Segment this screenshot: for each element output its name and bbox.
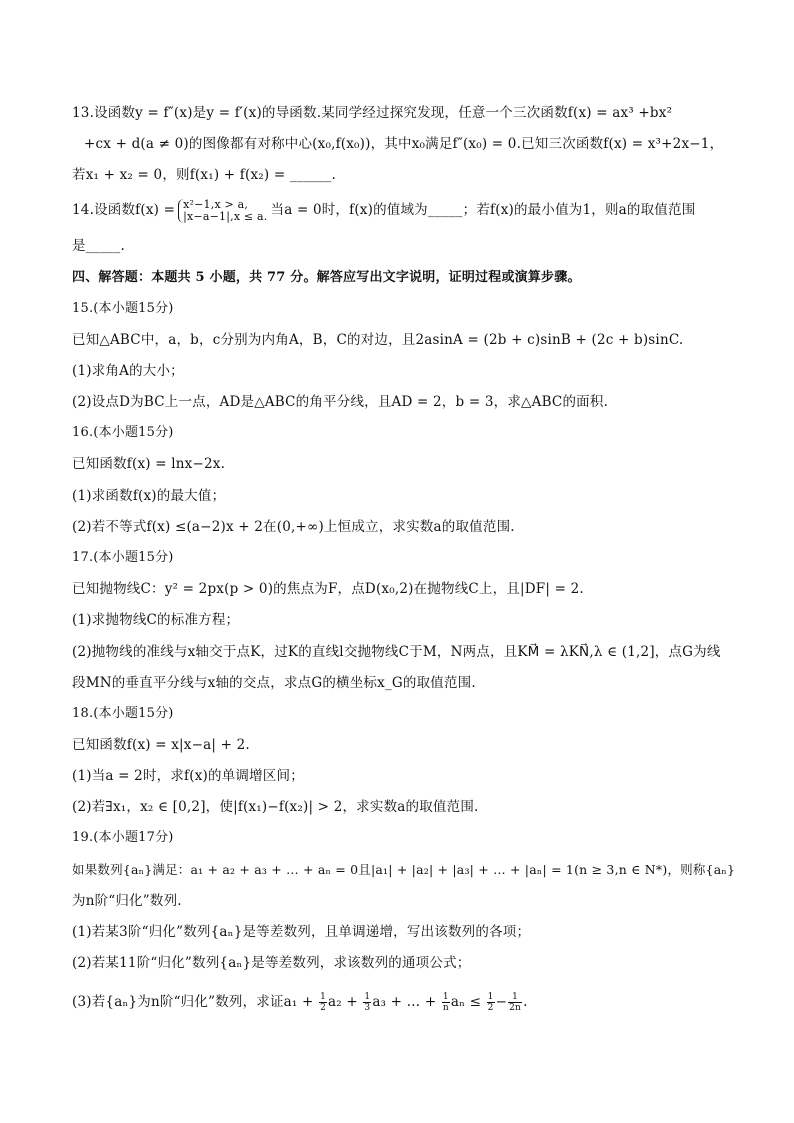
q14-case-1: x²−1,x > a, [183, 197, 249, 211]
q16-part-2: (2)若不等式f(x) ≤(a−2)x + 2在(0,+∞)上恒成立，求实数a的取值范围. [72, 519, 515, 535]
q14-case-2: |x−a−1|,x ≤ a. [183, 209, 268, 223]
q19-stem-1: 如果数列{aₙ}满足：a₁ + a₂ + a₃ + … + aₙ = 0且|a₁| + |a₂| + |a₃| + … + |aₙ| = 1(n ≥ 3,n ∈ N*)，则称{aₙ} [72, 862, 736, 877]
q19-p3-end: . [523, 994, 528, 1010]
fraction-1-2: $\frac{1}{2}$ [320, 992, 326, 1013]
q15-header: 15.(本小题15分) [72, 301, 174, 316]
section-4-header: 四、解答题：本题共 5 小题，共 77 分。解答应写出文字说明，证明过程或演算步骤。 [72, 270, 581, 285]
q19-p3-term2: a₂ + [328, 994, 358, 1010]
q18-header: 18.(本小题15分) [72, 706, 174, 721]
fraction-1-2-rhs: $\frac{1}{2}$ [487, 992, 494, 1013]
q19-p3-termn: aₙ ≤ [450, 994, 482, 1010]
q19-p3-term3: a₃ + … + [372, 994, 437, 1010]
q19-p3-prefix: (3)若{aₙ}为n阶“归化”数列，求证a₁ + [72, 994, 314, 1010]
q17-part-1: (1)求抛物线C的标准方程； [72, 612, 240, 628]
q15-part-2: (2)设点D为BC上一点，AD是△ABC的角平分线，且AD = 2，b = 3，求△ABC的面积. [72, 394, 609, 410]
q14-line-2: 是_____. [72, 238, 125, 254]
fraction-1-n: $\frac{1}{n}$ [442, 992, 449, 1013]
q14-piecewise [178, 199, 267, 223]
q15-stem: 已知△ABC中，a，b，c分别为内角A，B，C的对边，且2asinA = (2b + c)sinB + (2c + b)sinC. [72, 332, 684, 348]
q17-stem: 已知抛物线C：y² = 2px(p > 0)的焦点为F，点D(x₀,2)在抛物线C上，且|DF| = 2. [72, 581, 584, 597]
q18-part-1: (1)当a = 2时，求f(x)的单调增区间； [72, 768, 304, 784]
q19-part-1: (1)若某3阶“归化”数列{aₙ}是等差数列，且单调递增，写出该数列的各项； [72, 924, 531, 940]
q13-line-3: 若x₁ + x₂ = 0，则f(x₁) + f(x₂) = ______. [72, 167, 337, 183]
q19-part-2: (2)若某11阶“归化”数列{aₙ}是等差数列，求该数列的通项公式； [72, 955, 471, 971]
q18-part-2: (2)若∃x₁，x₂ ∈ [0,2]，使|f(x₁)−f(x₂)| > 2，求实数a的取值范围. [72, 799, 479, 815]
q16-header: 16.(本小题15分) [72, 425, 174, 440]
q13-line-1: 13.设函数y = f″(x)是y = f′(x)的导函数.某同学经过探究发现，任意一个三次函数f(x) = ax³ +bx² [72, 105, 673, 121]
q19-stem-2: 为n阶“归化”数列. [72, 893, 182, 909]
q14-line-1 [72, 196, 695, 224]
q14-prefix: 14.设函数f(x) = [72, 202, 176, 218]
fraction-1-3: $\frac{1}{3}$ [364, 992, 371, 1013]
fraction-1-2n: $\frac{1}{2n}$ [509, 992, 522, 1013]
q19-p3-minus: − [495, 994, 508, 1010]
q19-header: 19.(本小题17分) [72, 830, 174, 845]
q17-header: 17.(本小题15分) [72, 550, 174, 565]
q13-line-2: +cx + d(a ≠ 0)的图像都有对称中心(x₀,f(x₀))，其中x₀满足f″(x₀) = 0.已知三次函数f(x) = x³+2x−1， [84, 136, 724, 152]
q17-part-2b: 段MN的垂直平分线与x轴的交点，求点G的横坐标x_G的取值范围. [72, 675, 476, 691]
q19-part-3 [72, 990, 528, 1014]
q14-suffix: 当a = 0时，f(x)的值域为_____；若f(x)的最小值为1，则a的取值范围 [270, 202, 696, 218]
q18-stem: 已知函数f(x) = x|x−a| + 2. [72, 737, 250, 753]
q15-part-1: (1)求角A的大小； [72, 363, 184, 379]
q17-part-2a: (2)抛物线的准线与x轴交于点K，过K的直线l交抛物线C于M，N两点，且KM⃗ = λKN⃗,λ ∈ (1,2]，点G为线 [72, 644, 721, 660]
q16-stem: 已知函数f(x) = lnx−2x. [72, 456, 226, 472]
q16-part-1: (1)求函数f(x)的最大值； [72, 488, 226, 504]
